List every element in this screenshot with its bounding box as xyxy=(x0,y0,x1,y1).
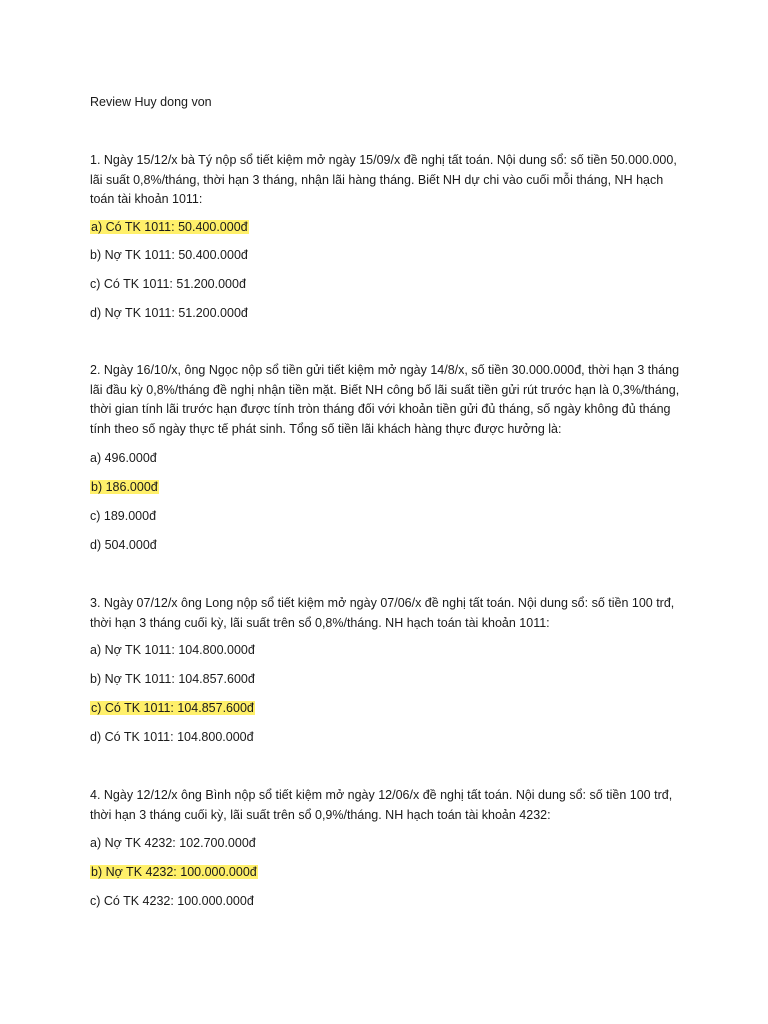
question-2-option-a: a) 496.000đ xyxy=(90,451,157,465)
document-title: Review Huy dong von xyxy=(90,95,212,109)
question-2-option-d: d) 504.000đ xyxy=(90,538,157,552)
question-4-text: 4. Ngày 12/12/x ông Bình nộp sổ tiết kiệm mở ngày 12/06/x đề nghị tất toán. Nội dung sổ: số tiền 100 trđ, thời hạn 3 tháng cuối kỳ, lãi suất trên sổ 0,9%/tháng. NH hạch toán tài khoản 4232: xyxy=(90,788,673,822)
question-2-option-b xyxy=(90,478,159,496)
answer-highlight: b) 186.000đ xyxy=(91,480,158,494)
question-4-option-a: a) Nợ TK 4232: 102.700.000đ xyxy=(90,836,256,850)
question-1-option-c: c) Có TK 1011: 51.200.000đ xyxy=(90,277,246,291)
question-1-text: 1. Ngày 15/12/x bà Tý nộp sổ tiết kiệm mở ngày 15/09/x đề nghị tất toán. Nội dung sổ: số tiền 50.000.000, lãi suất 0,8%/tháng, thời hạn 3 tháng, nhận lãi hàng tháng. Biết NH dự chi vào cuối mỗi tháng, NH hạch toán tài khoản 1011: xyxy=(90,153,677,206)
answer-highlight: b) Nợ TK 4232: 100.000.000đ xyxy=(91,865,257,879)
question-4-option-c: c) Có TK 4232: 100.000.000đ xyxy=(90,894,254,908)
question-1-option-b: b) Nợ TK 1011: 50.400.000đ xyxy=(90,248,248,262)
question-4-option-b xyxy=(90,863,258,881)
question-1-option-d: d) Nợ TK 1011: 51.200.000đ xyxy=(90,306,248,320)
question-3-option-a: a) Nợ TK 1011: 104.800.000đ xyxy=(90,643,255,657)
question-2-text: 2. Ngày 16/10/x, ông Ngọc nộp sổ tiền gửi tiết kiệm mở ngày 14/8/x, số tiền 30.000.000đ, thời hạn 3 tháng lãi đầu kỳ 0,8%/tháng đề nghị nhận tiền mặt. Biết NH công bố lãi suất tiền gửi rút trước hạn là 0,3%/tháng, thời gian tính lãi trước hạn được tính tròn tháng đối với khoản tiền gửi đủ tháng, số ngày không đủ tháng tính theo số ngày thực tế phát sinh. Tổng số tiền lãi khách hàng thực được hưởng là: xyxy=(90,363,680,436)
question-3-option-b: b) Nợ TK 1011: 104.857.600đ xyxy=(90,672,255,686)
question-3-option-c xyxy=(90,699,255,717)
answer-highlight: c) Có TK 1011: 104.857.600đ xyxy=(91,701,254,715)
question-3-text: 3. Ngày 07/12/x ông Long nộp sổ tiết kiệm mở ngày 07/06/x đề nghị tất toán. Nội dung sổ: số tiền 100 trđ, thời hạn 3 tháng cuối kỳ, lãi suất trên sổ 0,8%/tháng. NH hạch toán tài khoản 1011: xyxy=(90,596,675,630)
question-3-option-d: d) Có TK 1011: 104.800.000đ xyxy=(90,730,254,744)
question-1-option-a xyxy=(90,218,249,236)
question-2-option-c: c) 189.000đ xyxy=(90,509,157,523)
answer-highlight: a) Có TK 1011: 50.400.000đ xyxy=(91,220,248,234)
